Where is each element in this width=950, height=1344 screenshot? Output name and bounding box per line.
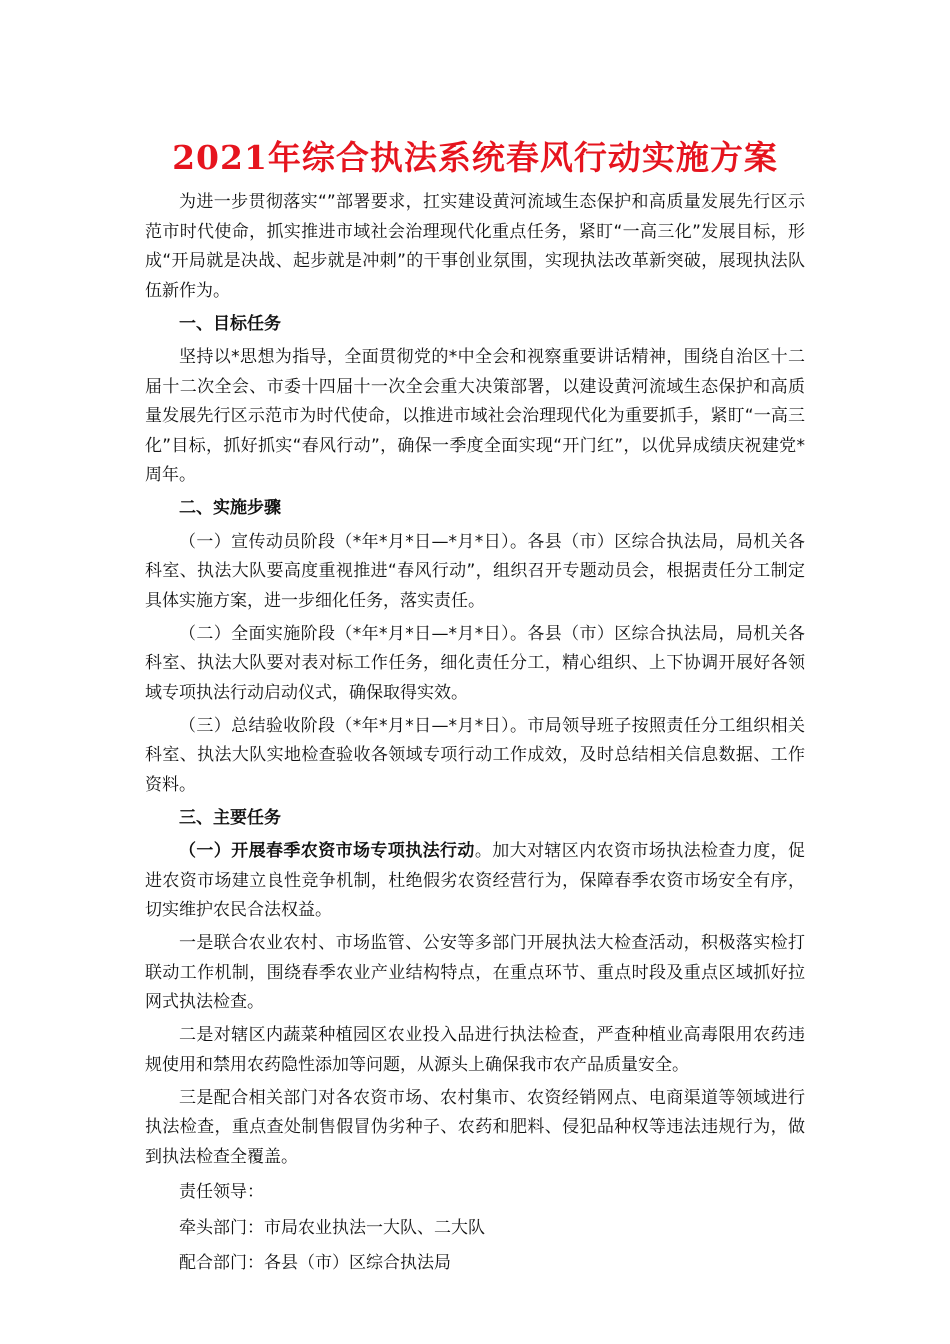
document-title: 2021年综合执法系统春风行动实施方案 [172,138,778,177]
task1-body: 。加大对辖区内农资市场执法检查力度，促进农资市场建立良性竞争机制，杜绝假劣农资经营行为，保障春季农资市场安全有序，切实维护农民合法权益。 [145,841,806,920]
step-paragraph: （一）宣传动员阶段（*年*月*日—*月*日）。各县（市）区综合执法局，局机关各科室、执法大队要高度重视推进“春风行动”，组织召开专题动员会，根据责任分工制定具体实施方案，进一步细化任务，落实责任。 [145,531,805,611]
document-body [145,188,805,1283]
section-heading-tasks: 三、主要任务 [179,807,281,828]
intro-paragraph: 为进一步贯彻落实“”部署要求，扛实建设黄河流域生态保护和高质量发展先行区示范市时代使命，抓实推进市域社会治理现代化重点任务，紧盯“一高三化”发展目标，形成“开局就是决战、起步就是冲刺”的干事创业氛围，实现执法改革新突破，展现执法队伍新作为。 [145,192,805,301]
step-paragraph: （二）全面实施阶段（*年*月*日—*月*日）。各县（市）区综合执法局，局机关各科室、执法大队要对表对标工作任务，细化责任分工，精心组织、上下协调开展好各领域专项执法行动启动仪式，确保取得实效。 [145,623,805,703]
section-heading-goals: 一、目标任务 [179,313,281,334]
task-item-paragraph: 二是对辖区内蔬菜种植园区农业投入品进行执法检查，严查种植业高毒限用农药违规使用和禁用农药隐性添加等问题，从源头上确保我市农产品质量安全。 [145,1025,805,1075]
responsible-leader: 责任领导： [179,1182,264,1202]
goals-paragraph: 坚持以*思想为指导，全面贯彻党的*中全会和视察重要讲话精神，围绕自治区十二届十二次全会、市委十四届十一次全会重大决策部署，以建设黄河流域生态保护和高质量发展先行区示范市为时代使命，以推进市域社会治理现代化为重要抓手，紧盯“一高三化”目标，抓好抓实“春风行动”，确保一季度全面实现“开门红”，以优异成绩庆祝建党*周年。 [145,347,805,485]
section-heading-steps: 二、实施步骤 [179,498,281,518]
task1-paragraph [145,837,805,926]
task1-title: （一）开展春季农资市场专项执法行动 [179,841,475,861]
lead-department: 牵头部门：市局农业执法一大队、二大队 [179,1217,485,1238]
task-item-paragraph: 一是联合农业农村、市场监管、公安等多部门开展执法大检查活动，积极落实检打联动工作机制，围绕春季农业产业结构特点，在重点环节、重点时段及重点区域抓好拉网式执法检查。 [145,933,805,1012]
step-paragraph: （三）总结验收阶段（*年*月*日—*月*日）。市局领导班子按照责任分工组织相关科室、执法大队实地检查验收各领域专项行动工作成效，及时总结相关信息数据、工作资料。 [145,715,805,795]
task-item-paragraph: 三是配合相关部门对各农资市场、农村集市、农资经销网点、电商渠道等领域进行执法检查，重点查处制售假冒伪劣种子、农药和肥料、侵犯品种权等违法违规行为，做到执法检查全覆盖。 [145,1087,805,1167]
coop-department: 配合部门：各县（市）区综合执法局 [179,1253,451,1273]
